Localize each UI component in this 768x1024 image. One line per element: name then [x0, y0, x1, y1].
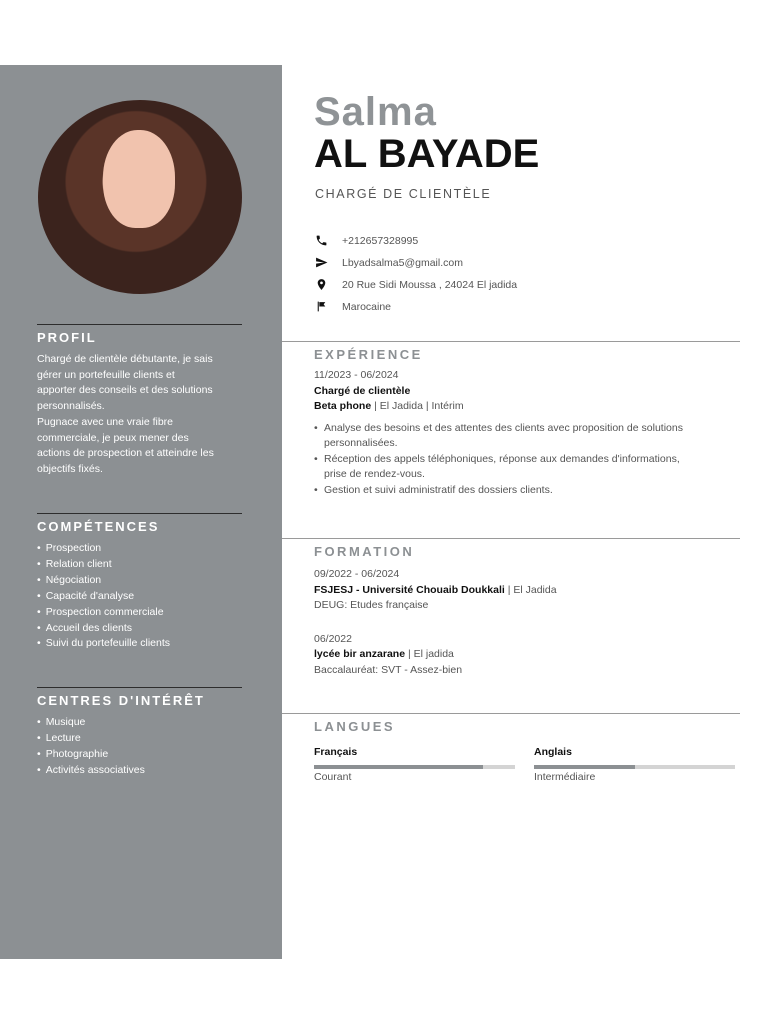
interests-section	[37, 687, 242, 779]
education-entry	[314, 632, 740, 679]
bullet-line: • Gestion et suivi administratif des dossiers clients.	[324, 483, 553, 496]
language-name: Français	[314, 746, 358, 758]
language-name: Anglais	[534, 746, 572, 758]
experience-dates: 11/2023 - 06/2024	[314, 369, 399, 381]
list-item: • Relation client	[37, 557, 242, 573]
language-item	[534, 746, 735, 783]
interests-title: CENTRES D'INTÉRÊT	[37, 693, 205, 708]
interests-list	[37, 715, 242, 779]
profile-title: PROFIL	[37, 330, 97, 345]
bullet-line: • Réception des appels téléphoniques, réponse aux demandes d'informations,	[324, 452, 680, 465]
bullet-line: • Analyse des besoins et des attentes des clients avec proposition de solutions	[324, 421, 683, 434]
bullet-line: personnalisées.	[324, 437, 398, 450]
profile-line: gérer un portefeuille clients et	[37, 368, 175, 381]
divider	[282, 713, 740, 714]
sidebar	[0, 65, 282, 959]
skills-section	[37, 513, 242, 652]
education-school: FSJESJ - Université Chouaib Doukkali	[314, 583, 505, 596]
list-item: • Prospection	[37, 541, 242, 557]
education-place: | El Jadida	[504, 583, 557, 596]
education-degree: Baccalauréat: SVT - Assez-bien	[314, 663, 463, 676]
profile-line: objectifs fixés.	[37, 462, 103, 475]
education-dates: 09/2022 - 06/2024	[314, 568, 400, 580]
profile-line: personnalisés.	[37, 400, 105, 413]
location-icon	[314, 278, 328, 294]
languages-title: LANGUES	[314, 719, 396, 734]
language-bar	[314, 765, 515, 769]
divider	[282, 341, 740, 342]
contact-address	[314, 278, 734, 294]
list-item: • Musique	[37, 715, 242, 731]
experience-details: | El Jadida | Intérim	[371, 400, 464, 412]
list-item: • Négociation	[37, 573, 242, 589]
contact-phone	[314, 234, 734, 250]
contact-nationality	[314, 300, 734, 316]
profile-line: actions de prospection et atteindre les	[37, 447, 214, 460]
profile-photo	[38, 100, 242, 294]
education-degree: DEUG: Etudes française	[314, 599, 429, 611]
experience-bullets	[314, 421, 740, 499]
languages-section	[282, 713, 740, 734]
education-school: lycée bir anzarane	[314, 648, 406, 660]
list-item	[314, 421, 740, 452]
experience-title: EXPÉRIENCE	[314, 347, 423, 362]
profile-line: commerciale, je peux mener des	[37, 431, 189, 444]
phone-text[interactable]: +212657328995	[342, 235, 419, 247]
divider	[282, 538, 740, 539]
education-title: FORMATION	[314, 544, 415, 559]
profile-line: apporter des conseils et des solutions	[37, 384, 213, 397]
nationality-text: Marocaine	[342, 301, 392, 313]
experience-company: Beta phone	[314, 400, 372, 412]
phone-icon	[314, 234, 328, 250]
profile-line: Pugnace avec une vraie fibre	[37, 415, 174, 428]
language-bar-fill	[314, 765, 483, 769]
education-section	[282, 538, 740, 678]
divider	[37, 687, 242, 688]
list-item: • Activités associatives	[37, 763, 242, 779]
language-bar-fill	[534, 765, 635, 769]
profile-line: Chargé de clientèle débutante, je sais	[37, 353, 213, 365]
first-name: Salma	[314, 90, 437, 134]
language-level: Intermédiaire	[534, 771, 596, 783]
list-item: • Photographie	[37, 747, 242, 763]
list-item	[314, 483, 740, 499]
profile-section	[37, 324, 242, 478]
bullet-line: prise de rendez-vous.	[324, 468, 425, 481]
list-item: • Prospection commerciale	[37, 605, 242, 621]
language-level: Courant	[314, 771, 352, 783]
profile-text	[37, 352, 242, 478]
address-text: 20 Rue Sidi Moussa , 24024 El jadida	[342, 279, 518, 291]
skills-list	[37, 541, 242, 652]
experience-role: Chargé de clientèle	[314, 384, 411, 397]
list-item: • Capacité d'analyse	[37, 589, 242, 605]
list-item	[314, 452, 740, 483]
contact-email	[314, 256, 734, 272]
list-item: • Accueil des clients	[37, 621, 242, 637]
photo-face	[103, 130, 175, 228]
language-item	[314, 746, 515, 783]
skills-title: COMPÉTENCES	[37, 519, 160, 534]
experience-section	[282, 341, 740, 498]
flag-icon	[314, 300, 328, 316]
list-item: • Lecture	[37, 731, 242, 747]
email-text[interactable]: Lbyadsalma5@gmail.com	[342, 257, 463, 269]
education-place: | El jadida	[405, 648, 454, 660]
divider	[37, 324, 242, 325]
experience-entry	[314, 368, 740, 415]
last-name: AL BAYADE	[314, 132, 540, 176]
send-icon	[314, 256, 328, 272]
education-entry	[314, 567, 740, 614]
job-title: CHARGÉ DE CLIENTÈLE	[315, 187, 492, 201]
divider	[37, 513, 242, 514]
language-bar	[534, 765, 735, 769]
education-dates: 06/2022	[314, 632, 352, 645]
list-item: • Suivi du portefeuille clients	[37, 636, 242, 652]
